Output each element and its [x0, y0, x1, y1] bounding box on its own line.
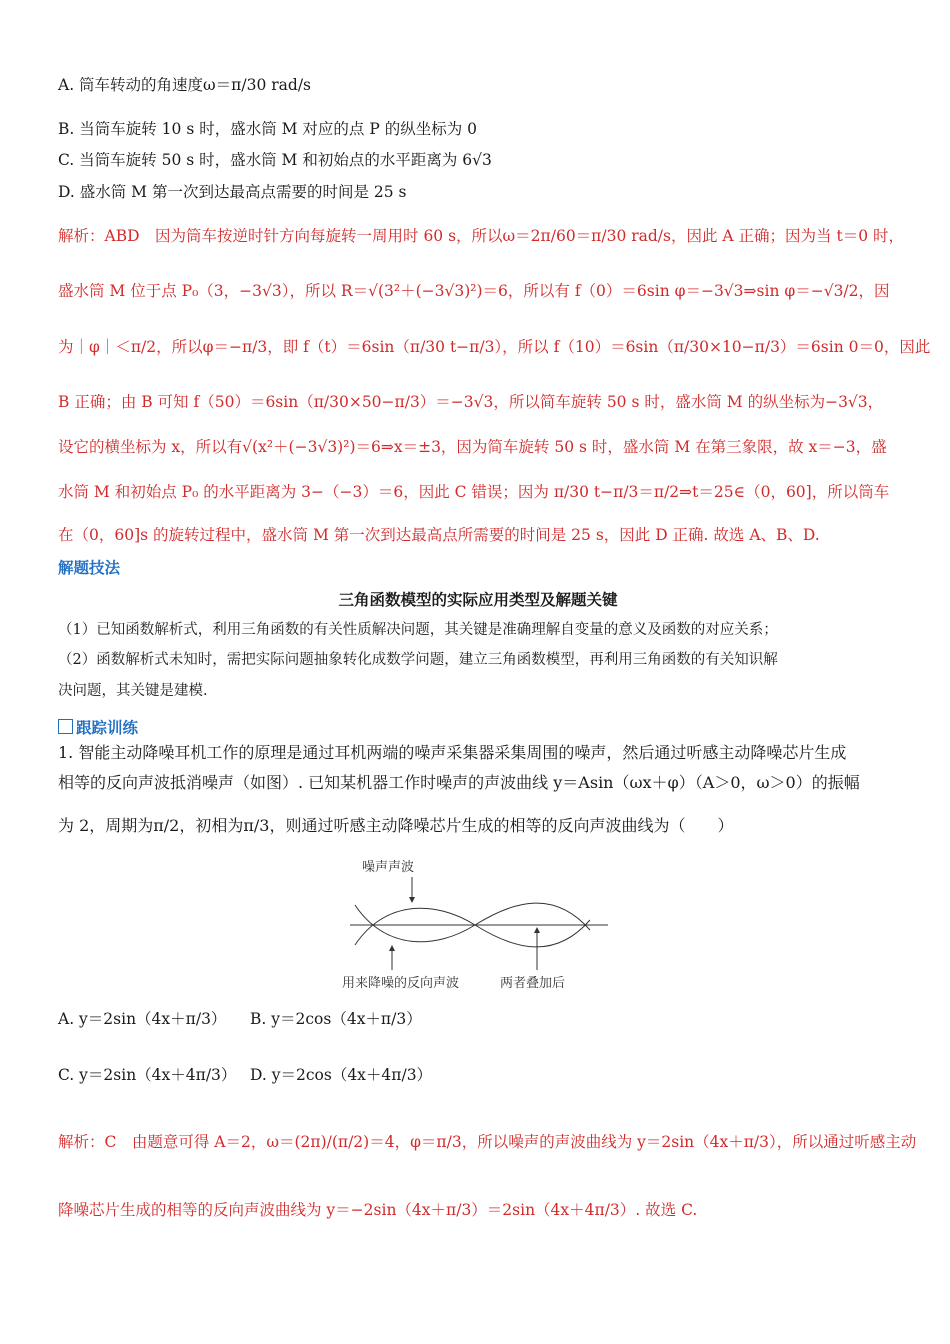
- technique-heading: 解题技法: [58, 558, 121, 577]
- solution2-line: 降噪芯片生成的相等的反向声波曲线为 y＝−2sin（4x＋π/3）＝2sin（4x＋4π/3）. 故选 C.: [58, 1201, 698, 1219]
- technique-line: 决问题，其关键是建模.: [58, 683, 208, 699]
- solution1-line: 水筒 M 和初始点 P₀ 的水平距离为 3−（−3）＝6，因此 C 错误；因为 π/30 t−π/3＝π/2⇒t＝25∈（0，60]，所以筒车: [58, 483, 890, 501]
- noise-wave-diagram: [340, 855, 610, 995]
- solution1-line: 为｜φ｜＜π/2，所以φ＝−π/3，即 f（t）＝6sin（π/30 t−π/3），所以 f（10）＝6sin（π/30×10−π/3）＝6sin 0＝0，因此: [58, 338, 931, 356]
- arrowhead-sum: [534, 927, 540, 933]
- problem-line: 1. 智能主动降噪耳机工作的原理是通过耳机两端的噪声采集器采集周围的噪声，然后通过听感主动降噪芯片生成: [58, 743, 847, 762]
- technique-line: （2）函数解析式未知时，需把实际问题抽象转化成数学问题，建立三角函数模型，再利用三角函数的有关知识解: [58, 652, 778, 668]
- label-noise: 噪声声波: [362, 860, 415, 875]
- option-d-bottom: D. y＝2cos（4x＋4π/3）: [250, 1066, 433, 1084]
- practice-heading-text: 跟踪训练: [76, 718, 139, 737]
- reverse-wave-curve: [355, 908, 590, 947]
- option-b-top: B. 当筒车旋转 10 s 时，盛水筒 M 对应的点 P 的纵坐标为 0: [58, 120, 478, 138]
- noise-wave-curve: [355, 903, 590, 942]
- solution1-line: 设它的横坐标为 x，所以有√(x²＋(−3√3)²)＝6⇒x＝±3，因为简车旋转 50 s 时，盛水筒 M 在第三象限，故 x＝−3，盛: [58, 438, 887, 456]
- problem-line: 为 2，周期为π/2，初相为π/3，则通过听感主动降噪芯片生成的相等的反向声波曲线为（ ）: [58, 816, 734, 835]
- label-sum: 两者叠加后: [500, 976, 566, 991]
- option-a-top: A. 筒车转动的角速度ω＝π/30 rad/s: [58, 76, 311, 94]
- solution1-line: B 正确；由 B 可知 f（50）＝6sin（π/30×50−π/3）＝−3√3，所以简车旋转 50 s 时，盛水筒 M 的纵坐标为−3√3，: [58, 393, 884, 411]
- option-c-bottom: C. y＝2sin（4x＋4π/3）: [58, 1066, 237, 1084]
- problem-line: 相等的反向声波抵消噪声（如图）. 已知某机器工作时噪声的声波曲线 y＝Asin（ωx＋φ）（A＞0，ω＞0）的振幅: [58, 773, 860, 792]
- solution1-line: 解析：ABD 因为筒车按逆时针方向每旋转一周用时 60 s，所以ω＝2π/60＝π/30 rad/s，因此 A 正确；因为当 t＝0 时，: [58, 227, 904, 245]
- arrowhead-noise: [409, 897, 415, 903]
- solution2-line: 解析：C 由题意可得 A＝2，ω＝(2π)/(π/2)＝4，φ＝π/3，所以噪声的声波曲线为 y＝2sin（4x＋π/3），所以通过听感主动: [58, 1133, 917, 1151]
- solution1-line: 在（0，60]s 的旋转过程中，盛水筒 M 第一次到达最高点所需要的时间是 25 s，因此 D 正确. 故选 A、B、D.: [58, 526, 820, 544]
- solution1-line: 盛水筒 M 位于点 P₀（3，−3√3），所以 R＝√(3²＋(−3√3)²)＝6，所以有 f（0）＝6sin φ＝−3√3⇒sin φ＝−√3/2，因: [58, 282, 890, 300]
- noise-wave-figure: [340, 855, 610, 995]
- technique-line: （1）已知函数解析式，利用三角函数的有关性质解决问题，其关键是准确理解自变量的意义及函数的对应关系；: [58, 622, 778, 638]
- practice-heading: [58, 716, 138, 739]
- option-d-top: D. 盛水筒 M 第一次到达最高点需要的时间是 25 s: [58, 183, 407, 201]
- checkbox-icon: [58, 719, 73, 734]
- option-b-bottom: B. y＝2cos（4x＋π/3）: [250, 1010, 422, 1028]
- arrowhead-reverse: [389, 945, 395, 951]
- label-reverse: 用来降噪的反向声波: [342, 976, 460, 991]
- option-a-bottom: A. y＝2sin（4x＋π/3）: [58, 1010, 227, 1028]
- technique-title: 三角函数模型的实际应用类型及解题关键: [338, 590, 618, 609]
- option-c-top: C. 当筒车旋转 50 s 时，盛水筒 M 和初始点的水平距离为 6√3: [58, 151, 492, 169]
